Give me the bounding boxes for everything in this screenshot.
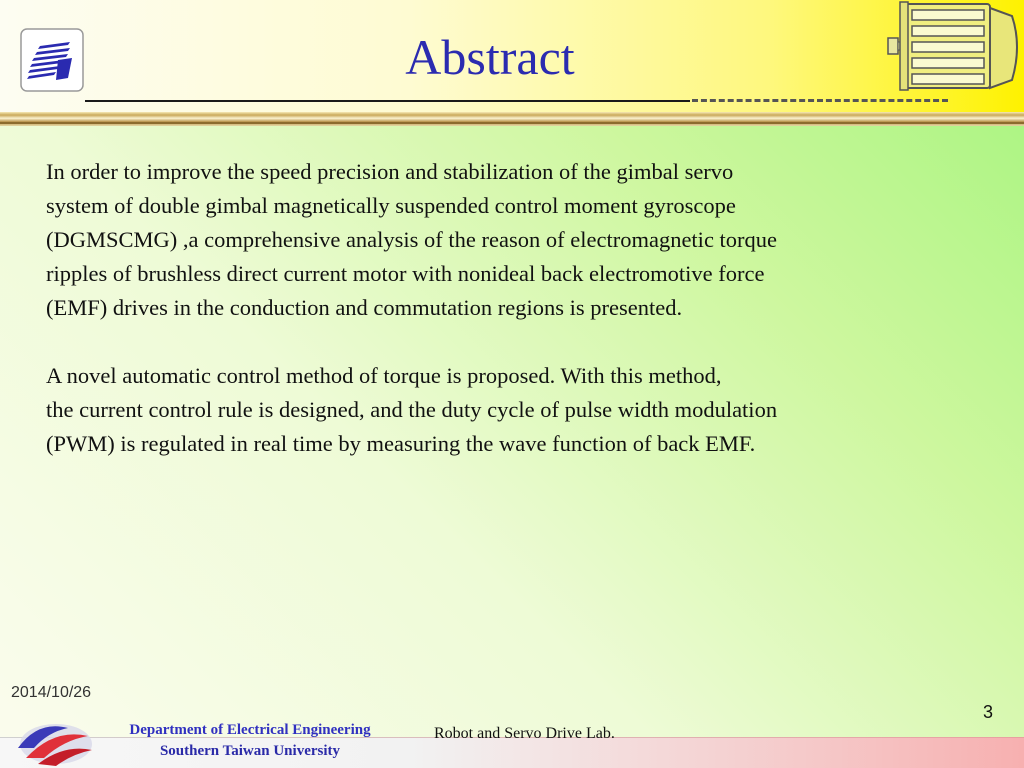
department-logo-icon	[8, 714, 96, 768]
abstract-paragraph-1: In order to improve the speed precision and stabilization of the gimbal servo system of double gimbal magnetically suspended control moment gyroscope (DGMSCMG) ,a comprehensive analysis of the reason of electromagnetic torque ripples of brushless direct current motor with nonideal back electromotive force (EMF) drives in the conduction and commutation regions is presented.	[46, 159, 778, 320]
department-name	[100, 720, 400, 762]
lab-name: Robot and Servo Drive Lab.	[434, 725, 615, 742]
slide-date: 2014/10/26	[11, 684, 92, 701]
abstract-paragraph-2: A novel automatic control method of torque is proposed. With this method, the current control rule is designed, and the duty cycle of pulse width modulation (PWM) is regulated in real time by measuring the wave function of back EMF.	[46, 363, 778, 456]
header-band-line	[0, 122, 1024, 124]
motor-icon	[886, 0, 1024, 96]
abstract-body	[46, 155, 986, 495]
page-number: 3	[983, 702, 994, 722]
title-underline	[85, 100, 690, 102]
department-line-2: Southern Taiwan University	[159, 743, 341, 759]
university-logo-icon	[20, 28, 84, 92]
slide-title: Abstract	[405, 29, 575, 85]
title-dashed-underline	[692, 99, 948, 102]
department-line-1: Department of Electrical Engineering	[129, 722, 371, 738]
